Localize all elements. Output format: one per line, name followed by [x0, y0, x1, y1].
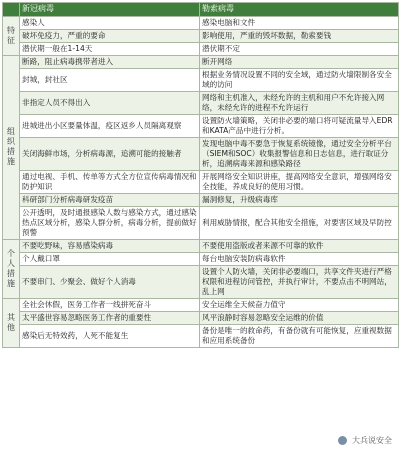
cell-virus: 个人戴口罩: [20, 252, 200, 265]
header-corner: [3, 3, 20, 17]
cell-ransomware: 漏洞修复，升级病毒库: [200, 193, 399, 206]
section-category: 其他: [3, 298, 20, 347]
cell-virus: 不要串门、少聚会、做好个人消毒: [20, 265, 200, 298]
header-ransomware: 勒索病毒: [200, 3, 399, 17]
cell-ransomware: 断开网络: [200, 55, 399, 68]
header-row: [3, 3, 399, 17]
cell-ransomware: 潜伏期不定: [200, 42, 399, 55]
watermark-text: 大兵说安全: [352, 436, 392, 445]
cell-ransomware: 发现电脑中毒不要急于恢复系统镜像，通过安全分析平台（SIEM和SOC）收集报警信息和日志信息，进行取证分析，追溯病毒来源和感染路径: [200, 137, 399, 170]
table-row: [3, 170, 399, 193]
table-body: [3, 3, 399, 348]
cell-virus: 进城进出小区要量体温，疫区返乡人员隔离观察: [20, 114, 200, 137]
cell-virus: 太平盛世容易忽略医务工作者的重要性: [20, 311, 200, 324]
cell-ransomware: 设置个人防火墙，关闭非必要端口，共享文件夹进行严格权限和进程访问管控，并执行审计，不要点击不明网站，乱上网: [200, 265, 399, 298]
cell-ransomware: 感染电脑和文件: [200, 16, 399, 29]
cell-ransomware: 根据业务情况设置不同的安全域，通过防火墙限制各安全域的访问: [200, 68, 399, 91]
cell-virus: 非指定人员不得出入: [20, 91, 200, 114]
table-row: [3, 265, 399, 298]
cell-virus: 感染后无特效药，人死不能复生: [20, 324, 200, 347]
table-row: [3, 193, 399, 206]
cell-ransomware: 备份是唯一的救命药，有备份就有可能恢复，应重视数据和应用系统备份: [200, 324, 399, 347]
cell-virus: 不要吃野味，容易感染病毒: [20, 239, 200, 252]
section-category: 特征: [3, 16, 20, 55]
cell-ransomware: 网络和主机准入，未经允许的主机和用户不允许接入网络，未经允许的进程不允许运行: [200, 91, 399, 114]
table-row: [3, 239, 399, 252]
cell-ransomware: 每台电脑安装防病毒软件: [200, 252, 399, 265]
cell-virus: 通过电视、手机、传单等方式全方位宣传病毒情况和防护知识: [20, 170, 200, 193]
wechat-icon: [338, 436, 347, 445]
cell-virus: 公开透明，及时通报感染人数与感染方式，通过感染热点区域分析，感染人群分析，病毒分析，提前做好预警: [20, 206, 200, 239]
table-row: [3, 114, 399, 137]
cell-virus: 封城，封社区: [20, 68, 200, 91]
table-row: [3, 311, 399, 324]
table-row: [3, 252, 399, 265]
table-row: [3, 91, 399, 114]
table-row: [3, 29, 399, 42]
cell-virus: 断路，阻止病毒携带者进入: [20, 55, 200, 68]
table-row: [3, 16, 399, 29]
table-row: [3, 298, 399, 311]
cell-ransomware: 安全运维全天候奋力值守: [200, 298, 399, 311]
table-row: [3, 68, 399, 91]
cell-virus: 关闭海鲜市场，分析病毒源，追溯可能的接触者: [20, 137, 200, 170]
table-row: [3, 324, 399, 347]
table-row: [3, 55, 399, 68]
table-row: [3, 206, 399, 239]
cell-virus: 潜伏期一般在1-14天: [20, 42, 200, 55]
comparison-table: [2, 2, 399, 348]
cell-ransomware: 开展网络安全知识讲座，提高网络安全意识，增强网络安全技能，养成良好的使用习惯。: [200, 170, 399, 193]
cell-virus: 破坏免疫力，严重的要命: [20, 29, 200, 42]
cell-ransomware: 设置防火墙策略，关闭非必要的端口将可疑流量导入EDR和KATA产品中进行分析。: [200, 114, 399, 137]
cell-virus: 全社会休假，医务工作者一线拼死奋斗: [20, 298, 200, 311]
section-category: 个人措施: [3, 239, 20, 298]
cell-ransomware: 利用威胁情报，配合其他安全措施，对要害区域及早防控: [200, 206, 399, 239]
cell-ransomware: 风平浪静时容易忽略安全运维的价值: [200, 311, 399, 324]
table-row: [3, 137, 399, 170]
cell-ransomware: 不要使用盗版或者来源不可靠的软件: [200, 239, 399, 252]
cell-ransomware: 影响使用，严重的毁坏数据，勒索要钱: [200, 29, 399, 42]
watermark: [336, 435, 394, 446]
section-category: 组织措施: [3, 55, 20, 239]
table-row: [3, 42, 399, 55]
cell-virus: 科研部门分析病毒研发疫苗: [20, 193, 200, 206]
header-virus: 新冠病毒: [20, 3, 200, 17]
cell-virus: 感染人: [20, 16, 200, 29]
